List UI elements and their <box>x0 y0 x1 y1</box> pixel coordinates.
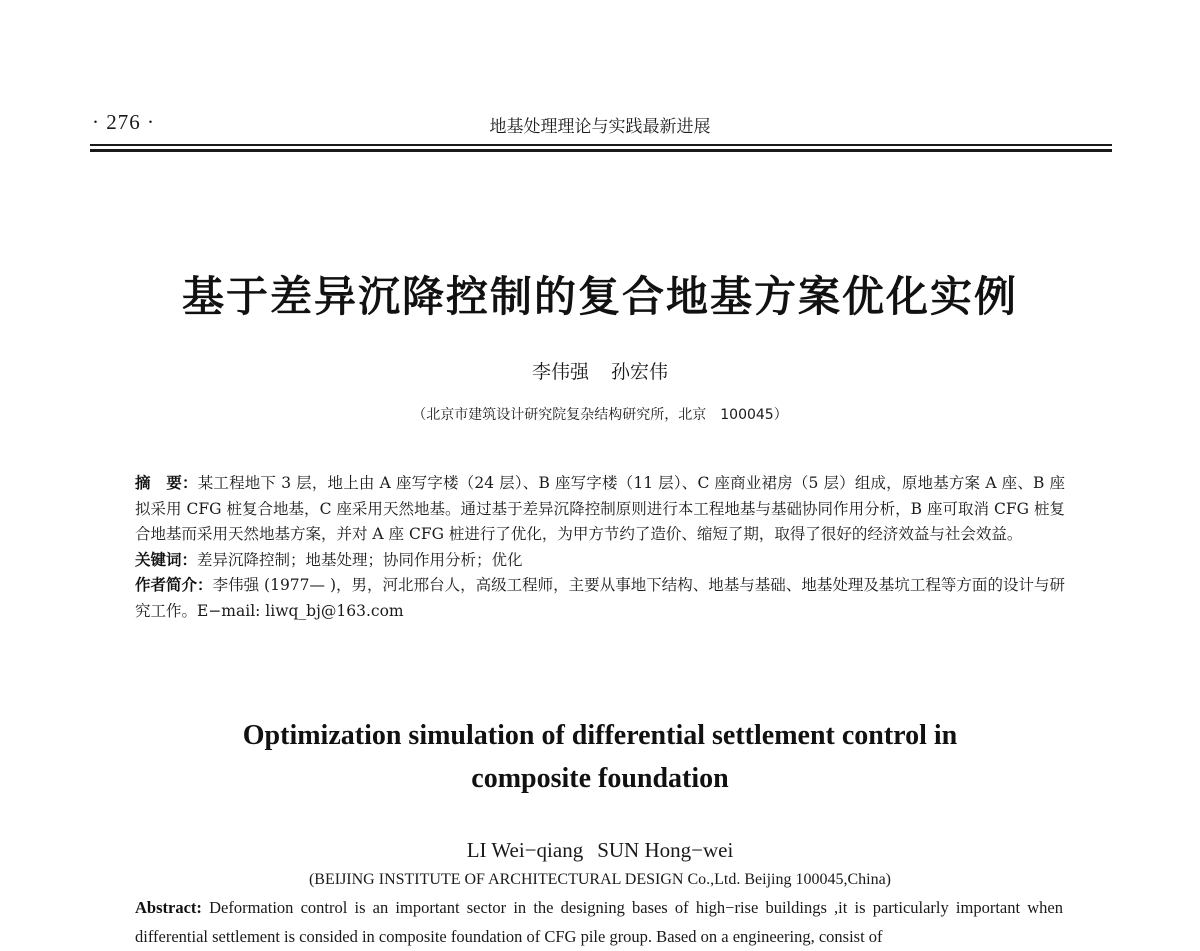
chinese-authors <box>0 357 1200 384</box>
abstract-text: 某工程地下 3 层，地上由 A 座写字楼（24 层）、B 座写字楼（11 层）、C 座商业裙房（5 层）组成，原地基方案 A 座、B 座拟采用 CFG 桩复合地基，C 座采用天然地基。通过基于差异沉降控制原则进行本工程地基与基础协同作用分析，B 座可取消 CFG 桩复合地基而采用天然地基方案，并对 A 座 CFG 桩进行了优化，为甲方节约了造价、缩短了期，取得了很好的经济效益与社会效益。 <box>135 474 1065 543</box>
author-bio-label: 作者简介： <box>135 576 213 594</box>
english-authors <box>0 838 1200 863</box>
english-abstract-label: Abstract: <box>135 898 202 917</box>
author-name: LI Wei−qiang <box>466 838 584 862</box>
author-name: 孙宏伟 <box>611 361 669 383</box>
chinese-front-matter <box>135 471 1065 624</box>
header-rule-thin <box>90 144 1112 146</box>
english-title-line-1: Optimization simulation of differential settlement control in <box>242 720 958 751</box>
author-bio-text: 李伟强 (1977— )，男，河北邢台人，高级工程师，主要从事地下结构、地基与基础、地基处理及基坑工程等方面的设计与研究工作。E−mail: liwq_bj@163.com <box>135 576 1065 620</box>
keywords-label: 关键词： <box>135 550 198 569</box>
author-name: SUN Hong−wei <box>597 838 734 862</box>
header-rule-thick <box>90 149 1112 152</box>
page-number: · 276 · <box>92 110 155 134</box>
chinese-title: 基于差异沉降控制的复合地基方案优化实例 <box>181 272 1018 321</box>
english-title <box>0 714 1200 800</box>
english-abstract <box>135 893 1063 951</box>
keywords <box>135 548 1065 574</box>
english-affiliation: (BEIJING INSTITUTE OF ARCHITECTURAL DESIGN Co.,Ltd. Beijing 100045,China) <box>308 871 892 888</box>
running-title: 地基处理理论与实践最新进展 <box>489 117 711 137</box>
author-bio <box>135 573 1065 624</box>
keywords-text: 差异沉降控制；地基处理；协同作用分析；优化 <box>197 550 523 569</box>
english-title-line-2: composite foundation <box>471 763 729 794</box>
english-abstract-text: Deformation control is an important sector in the designing bases of high−rise buildings ,it is particularly important when differential settlement is consided in composite foundation of CFG pile group. Based on a engineering, consist of <box>135 898 1063 946</box>
abstract-label: 摘 要： <box>135 474 198 492</box>
author-name: 李伟强 <box>531 361 589 383</box>
chinese-abstract <box>135 471 1065 548</box>
chinese-affiliation: （北京市建筑设计研究院复杂结构研究所，北京 100045） <box>412 407 788 423</box>
